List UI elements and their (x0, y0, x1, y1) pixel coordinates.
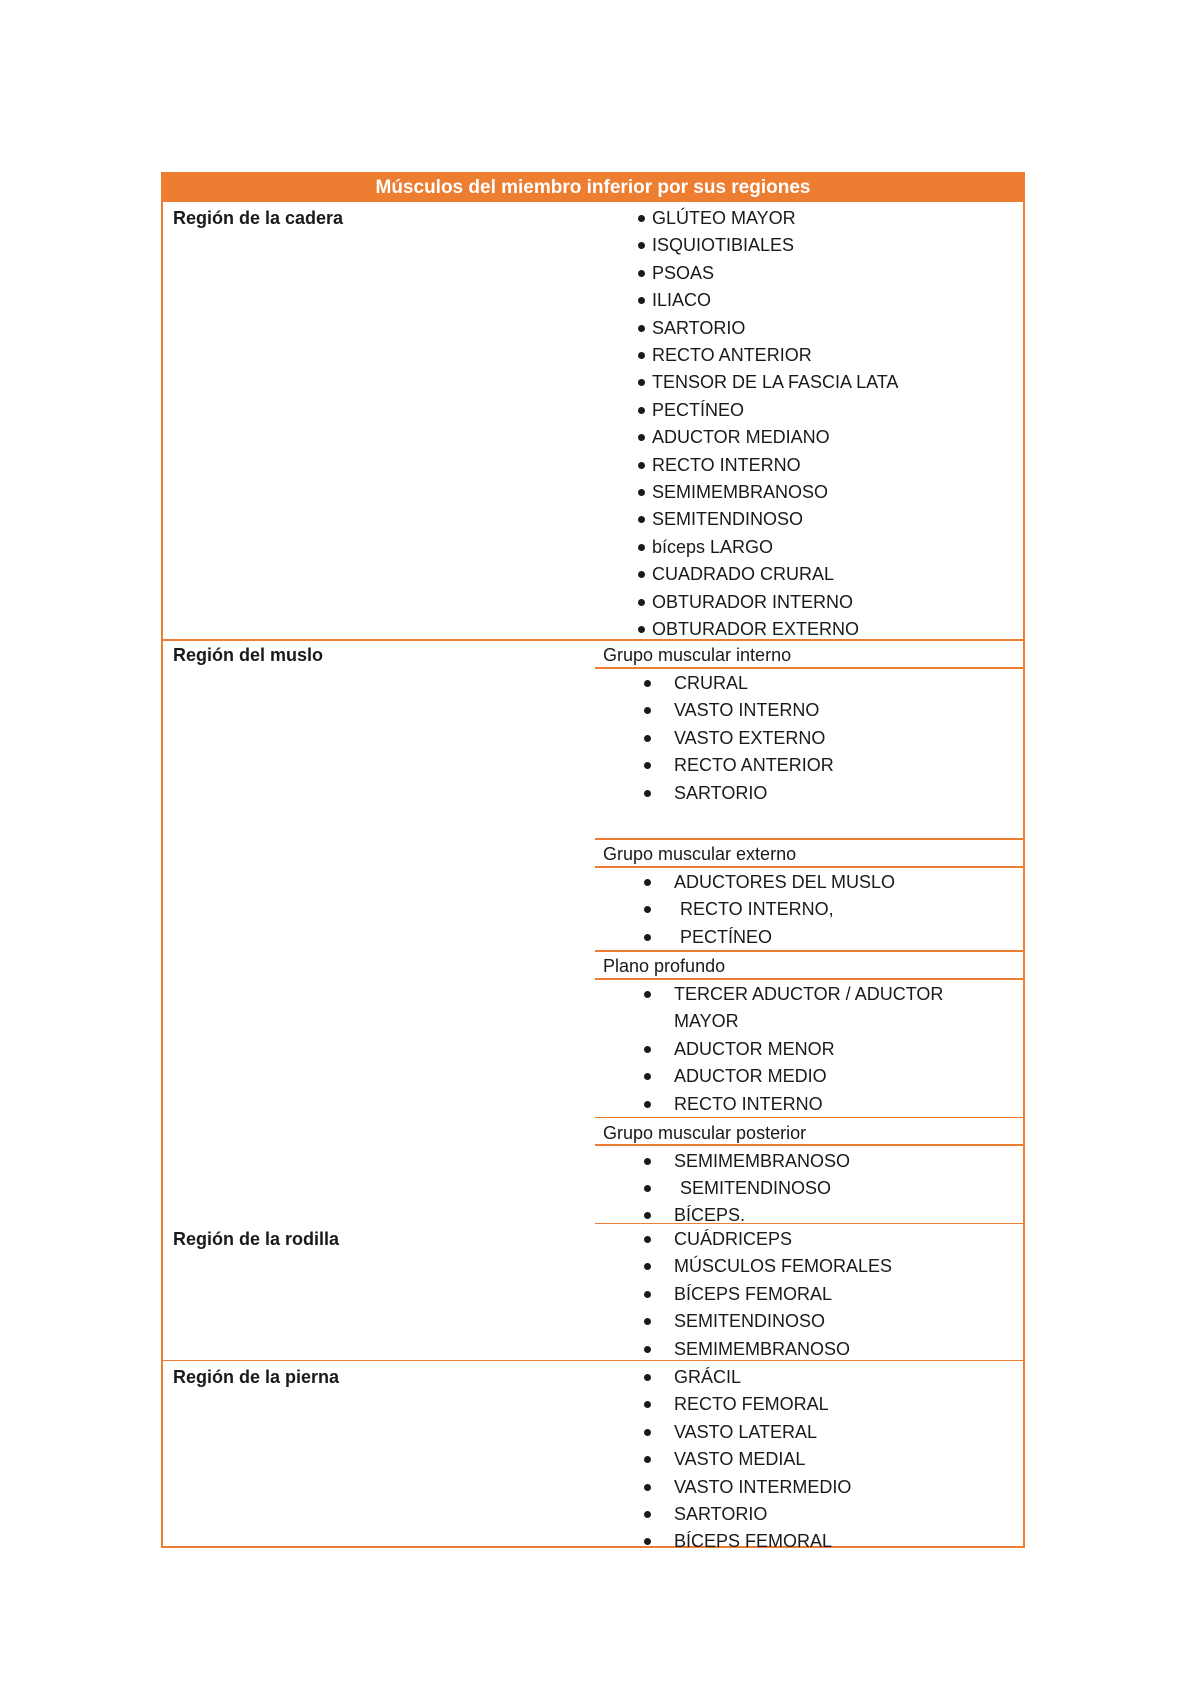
muscle-item: MAYOR (674, 1011, 739, 1032)
group-title-interno: Grupo muscular interno (603, 645, 792, 665)
subgroup-divider (595, 1117, 1023, 1118)
bullet-icon (644, 680, 651, 687)
bullet-icon (644, 1346, 651, 1353)
muscles-table (161, 172, 1025, 1552)
bullet-icon (638, 434, 645, 441)
group-title-externo: Grupo muscular externo (603, 844, 797, 864)
muscle-item: PECTÍNEO (652, 399, 745, 420)
muscle-item: VASTO INTERMEDIO (674, 1476, 852, 1497)
muscle-item: SARTORIO (674, 1504, 768, 1524)
muscle-item: OBTURADOR INTERNO (652, 591, 854, 612)
muscle-item: ADUCTOR MEDIO (674, 1066, 827, 1087)
muscle-item: PSOAS (652, 262, 715, 283)
region-muslo-label: Región del muslo (173, 645, 324, 665)
bullet-icon (644, 1291, 651, 1298)
bullet-icon (644, 1212, 651, 1219)
muscle-item: GRÁCIL (674, 1367, 742, 1387)
region-cadera-label: Región de la cadera (173, 208, 344, 228)
muscle-item: SEMITENDINOSO (652, 509, 804, 530)
bullet-icon (638, 215, 645, 222)
bullet-icon (638, 379, 645, 386)
muscle-item: SEMIMEMBRANOSO (674, 1338, 851, 1359)
muscle-item: VASTO LATERAL (674, 1421, 818, 1442)
bullet-icon (644, 762, 651, 769)
region-pierna-label: Región de la pierna (173, 1367, 340, 1387)
muscle-item: MÚSCULOS FEMORALES (674, 1256, 893, 1277)
subgroup-divider (595, 838, 1023, 840)
bullet-icon (638, 462, 645, 469)
muscle-item: ADUCTOR MEDIANO (652, 427, 830, 448)
muscle-item: ADUCTOR MENOR (674, 1038, 835, 1059)
bullet-icon (644, 1263, 651, 1270)
muscle-item: PECTÍNEO (680, 926, 773, 947)
muscle-item: RECTO ANTERIOR (652, 345, 812, 365)
muscle-item: VASTO INTERNO (674, 700, 820, 721)
subgroup-divider (595, 866, 1023, 868)
muscle-item: bíceps LARGO (652, 536, 774, 557)
bullet-icon (638, 270, 645, 277)
muscle-item: RECTO ANTERIOR (674, 755, 834, 776)
row-divider-rodilla (163, 1360, 1023, 1361)
bullet-icon (644, 1511, 651, 1518)
bullet-icon (644, 1484, 651, 1491)
muscle-item: BÍCEPS. (674, 1205, 746, 1225)
bullet-icon (644, 1158, 651, 1165)
muscle-item: ILIACO (652, 290, 712, 311)
muscle-item: VASTO MEDIAL (674, 1449, 806, 1470)
bullet-icon (638, 571, 645, 578)
bullet-icon (638, 599, 645, 606)
muscle-item: RECTO FEMORAL (674, 1394, 829, 1415)
bullet-icon (644, 1429, 651, 1436)
bullet-icon (644, 1046, 651, 1053)
muscle-item: SEMIMEMBRANOSO (652, 482, 829, 502)
muscle-item: OBTURADOR EXTERNO (652, 619, 860, 639)
bullet-icon (644, 1101, 651, 1108)
bullet-icon (638, 407, 645, 414)
bullet-icon (644, 1538, 651, 1545)
subgroup-divider (595, 1223, 1023, 1224)
bullet-icon (638, 516, 645, 523)
muscle-item: ISQUIOTIBIALES (652, 235, 795, 256)
bullet-icon (644, 1456, 651, 1463)
bullet-icon (638, 626, 645, 633)
group-title-profundo: Plano profundo (603, 956, 726, 976)
bullet-icon (644, 735, 651, 742)
muscle-item: TERCER ADUCTOR / ADUCTOR (674, 984, 944, 1004)
muscle-item: TENSOR DE LA FASCIA LATA (652, 372, 899, 393)
bullet-icon (638, 544, 645, 551)
bullet-icon (638, 297, 645, 304)
muscle-item: CUADRADO CRURAL (652, 564, 835, 585)
subgroup-divider (595, 978, 1023, 980)
bullet-icon (638, 325, 645, 332)
muscle-item: SARTORIO (674, 782, 768, 803)
subgroup-divider (595, 950, 1023, 952)
group-title-posterior: Grupo muscular posterior (603, 1123, 807, 1143)
bullet-icon (644, 1185, 651, 1192)
muscle-item: CRURAL (674, 673, 749, 693)
bullet-icon (644, 879, 651, 886)
bullet-icon (644, 1236, 651, 1243)
muscle-item: GLÚTEO MAYOR (652, 208, 796, 228)
muscle-item: SEMITENDINOSO (674, 1311, 826, 1332)
bullet-icon (638, 352, 645, 359)
row-divider-cadera (163, 639, 1023, 641)
muscle-item: RECTO INTERNO, (680, 899, 834, 920)
bullet-icon (644, 991, 651, 998)
muscle-item: ADUCTORES DEL MUSLO (674, 872, 896, 892)
muscle-item: BÍCEPS FEMORAL (674, 1283, 833, 1304)
bullet-icon (644, 1401, 651, 1408)
muscle-item: BÍCEPS FEMORAL (674, 1531, 833, 1552)
bullet-icon (644, 707, 651, 714)
muscle-item: CUÁDRICEPS (674, 1229, 793, 1249)
bullet-icon (644, 1073, 651, 1080)
bullet-icon (638, 489, 645, 496)
subgroup-divider (595, 667, 1023, 669)
muscle-item: RECTO INTERNO (674, 1093, 823, 1114)
region-rodilla-label: Región de la rodilla (173, 1229, 340, 1249)
bullet-icon (644, 906, 651, 913)
bullet-icon (644, 790, 651, 797)
muscle-item: SEMIMEMBRANOSO (674, 1151, 851, 1171)
muscle-item: RECTO INTERNO (652, 454, 801, 475)
table-title: Músculos del miembro inferior por sus regiones (163, 174, 1023, 202)
bullet-icon (644, 934, 651, 941)
bullet-icon (644, 1318, 651, 1325)
bullet-icon (644, 1374, 651, 1381)
muscle-item: VASTO EXTERNO (674, 727, 826, 748)
muscle-item: SARTORIO (652, 317, 746, 338)
muscle-item: SEMITENDINOSO (680, 1178, 832, 1198)
bullet-icon (638, 242, 645, 249)
